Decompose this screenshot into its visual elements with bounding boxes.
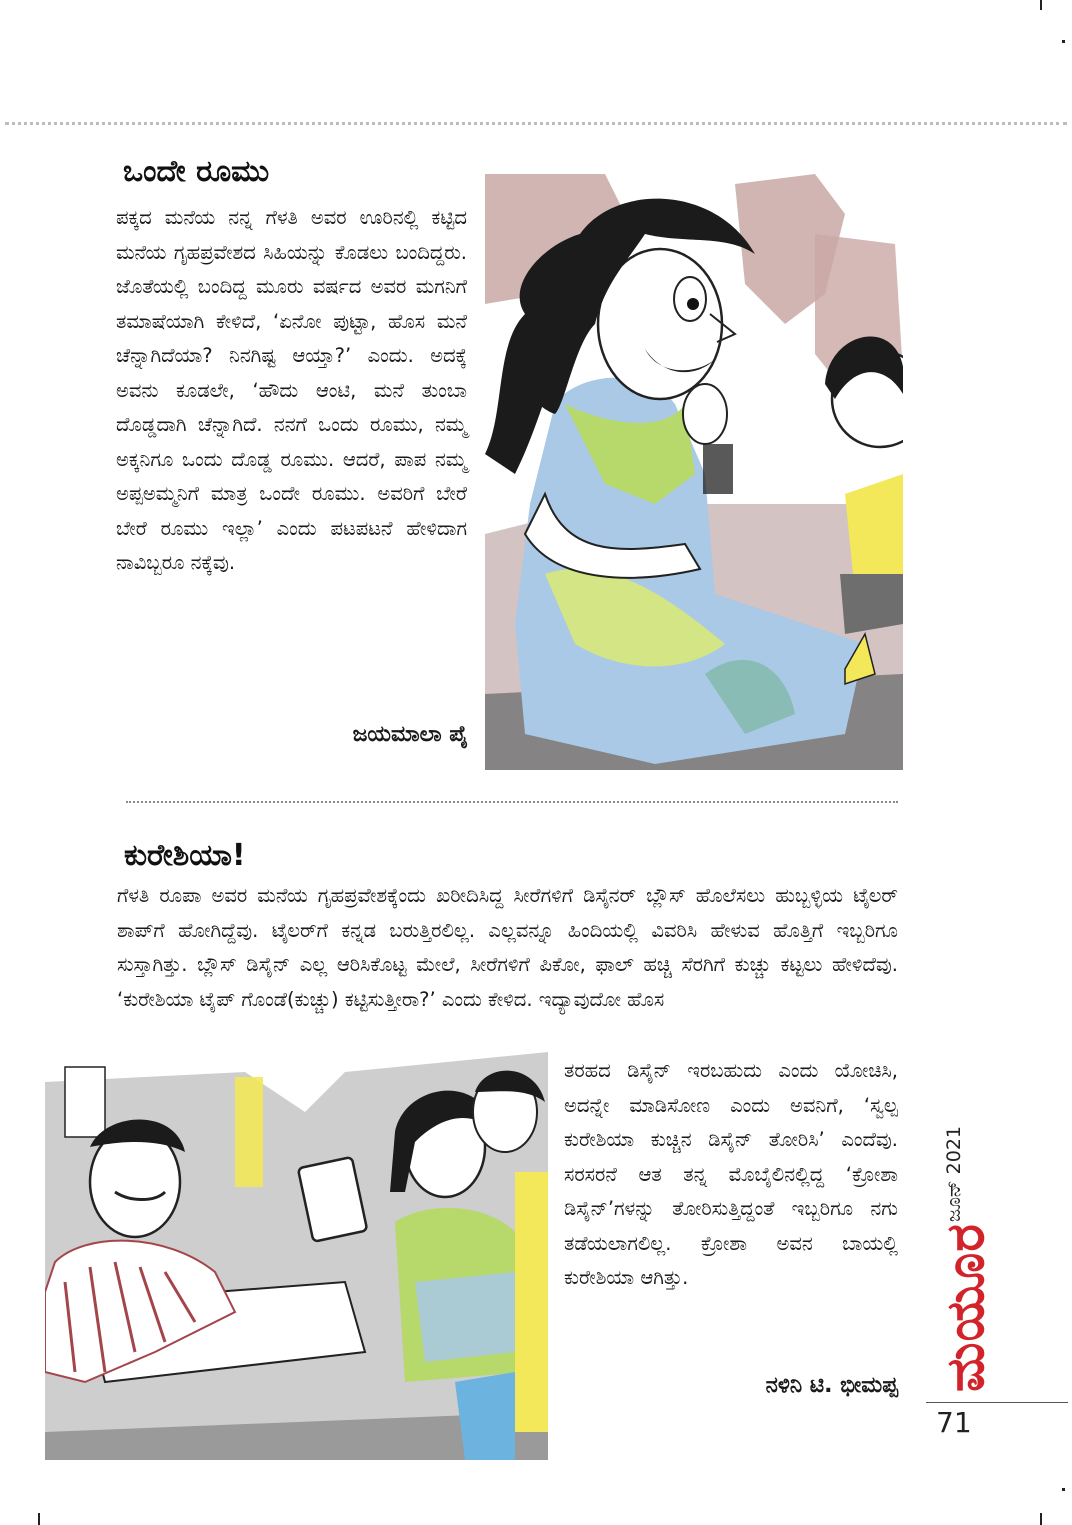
magazine-brand-logo: ಮಯೂರ xyxy=(936,1223,996,1392)
story1-title: ಒಂದೇ ರೂಮು xyxy=(123,154,270,189)
illustration-tailor-shop xyxy=(45,1052,548,1460)
illustration-woman-and-child xyxy=(485,174,903,770)
crop-mark-bottom-left xyxy=(38,1513,40,1525)
story1-body: ಪಕ್ಕದ ಮನೆಯ ನನ್ನ ಗೆಳತಿ ಅವರ ಊರಿನಲ್ಲಿ ಕಟ್ಟಿದ ಮನೆಯ ಗೃಹಪ್ರವೇಶದ ಸಿಹಿಯನ್ನು ಕೊಡಲು ಬಂದಿದ್ದರು. ಜೊತೆಯಲ್ಲಿ ಬಂದಿದ್ದ ಮೂರು ವರ್ಷದ ಅವರ ಮಗನಿಗೆ ತಮಾಷೆಯಾಗಿ ಕೇಳಿದೆ, ‘ಏನೋ ಪುಟ್ಟಾ, ಹೊಸ ಮನೆ ಚೆನ್ನಾಗಿದೆಯಾ? ನಿನಗಿಷ್ಟ ಆಯ್ತಾ?’ ಎಂದು. ಅದಕ್ಕೆ ಅವನು ಕೂಡಲೇ, ‘ಹೌದು ಆಂಟಿ, ಮನೆ ತುಂಬಾ ದೊಡ್ಡದಾಗಿ ಚೆನ್ನಾಗಿದೆ. ನನಗೆ ಒಂದು ರೂಮು, ನಮ್ಮ ಅಕ್ಕನಿಗೂ ಒಂದು ದೊಡ್ಡ ರೂಮು. ಆದರೆ, ಪಾಪ ನಮ್ಮ ಅಪ್ಪಅಮ್ಮನಿಗೆ ಮಾತ್ರ ಒಂದೇ ರೂಮು. ಅವರಿಗೆ ಬೇರೆ ಬೇರೆ ರೂಮು ಇಲ್ಲಾ’ ಎಂದು ಪಟಪಟನೆ ಹೇಳಿದಾಗ ನಾವಿಬ್ಬರೂ ನಕ್ಕೆವು. xyxy=(116,206,467,574)
top-dotted-divider xyxy=(5,122,1067,125)
story2-body-full: ಗೆಳತಿ ರೂಪಾ ಅವರ ಮನೆಯ ಗೃಹಪ್ರವೇಶಕ್ಕೆಂದು ಖರೀದಿಸಿದ್ದ ಸೀರೆಗಳಿಗೆ ಡಿಸೈನರ್ ಬ್ಲೌಸ್ ಹೊಲೆಸಲು ಹುಬ್ಬಳ್ಳಿಯ ಟೈಲರ್ ಶಾಪ್‌ಗೆ ಹೋಗಿದ್ದೆವು. ಟೈಲರ್‌ಗೆ ಕನ್ನಡ ಬರುತ್ತಿರಲಿಲ್ಲ. ಎಲ್ಲವನ್ನೂ ಹಿಂದಿಯಲ್ಲಿ ವಿವರಿಸಿ ಹೇಳುವ ಹೊತ್ತಿಗೆ ಇಬ್ಬರಿಗೂ ಸುಸ್ತಾಗಿತ್ತು. ಬ್ಲೌಸ್ ಡಿಸೈನ್ ಎಲ್ಲ ಆರಿಸಿಕೊಟ್ಟ ಮೇಲೆ, ಸೀರೆಗಳಿಗೆ ಪಿಕೋ, ಫಾಲ್ ಹಚ್ಚಿ ಸೆರಗಿಗೆ ಕುಚ್ಚು ಕಟ್ಟಲು ಹೇಳಿದೆವು. ‘ಕುರೇಶಿಯಾ ಟೈಪ್ ಗೊಂಡೆ(ಕುಚ್ಚು) ಕಟ್ಟಿಸುತ್ತೀರಾ?’ ಎಂದು ಕೇಳಿದ. ಇದ್ಯಾವುದೋ ಹೊಸ xyxy=(117,884,898,1011)
middle-dotted-divider xyxy=(126,801,898,803)
page-number: 71 xyxy=(936,1406,972,1439)
story1-author: ಜಯಮಾಲಾ ಪೈ xyxy=(352,722,468,747)
crop-mark-bottom-right-tick xyxy=(1062,1488,1065,1491)
crop-mark-top-right xyxy=(1040,0,1042,10)
story2-title: ಕುರೇಶಿಯಾ! xyxy=(124,838,246,873)
crop-mark-top-right-tick xyxy=(1062,40,1065,43)
story2-author: ನಳಿನಿ ಟಿ. ಭೀಮಪ್ಪ xyxy=(765,1373,898,1398)
issue-date: ಜೂನ್ 2021 xyxy=(943,1125,965,1222)
story2-body-side: ತರಹದ ಡಿಸೈನ್ ಇರಬಹುದು ಎಂದು ಯೋಚಿಸಿ, ಅದನ್ನೇ ಮಾಡಿಸೋಣ ಎಂದು ಅವನಿಗೆ, ‘ಸ್ವಲ್ಪ ಕುರೇಶಿಯಾ ಕುಚ್ಚಿನ ಡಿಸೈನ್ ತೋರಿಸಿ’ ಎಂದೆವು. ಸರಸರನೆ ಆತ ತನ್ನ ಮೊಬೈಲಿನಲ್ಲಿದ್ದ ‘ಕ್ರೋಶಾ ಡಿಸೈನ್’ಗಳನ್ನು ತೋರಿಸುತ್ತಿದ್ದಂತೆ ಇಬ್ಬರಿಗೂ ನಗು ತಡೆಯಲಾಗಲಿಲ್ಲ. ಕ್ರೋಶಾ ಅವನ ಬಾಯಲ್ಲಿ ಕುರೇಶಿಯಾ ಆಗಿತ್ತು. xyxy=(564,1059,898,1289)
crop-mark-bottom-right xyxy=(1040,1513,1042,1525)
footer-rule xyxy=(926,1402,1068,1403)
